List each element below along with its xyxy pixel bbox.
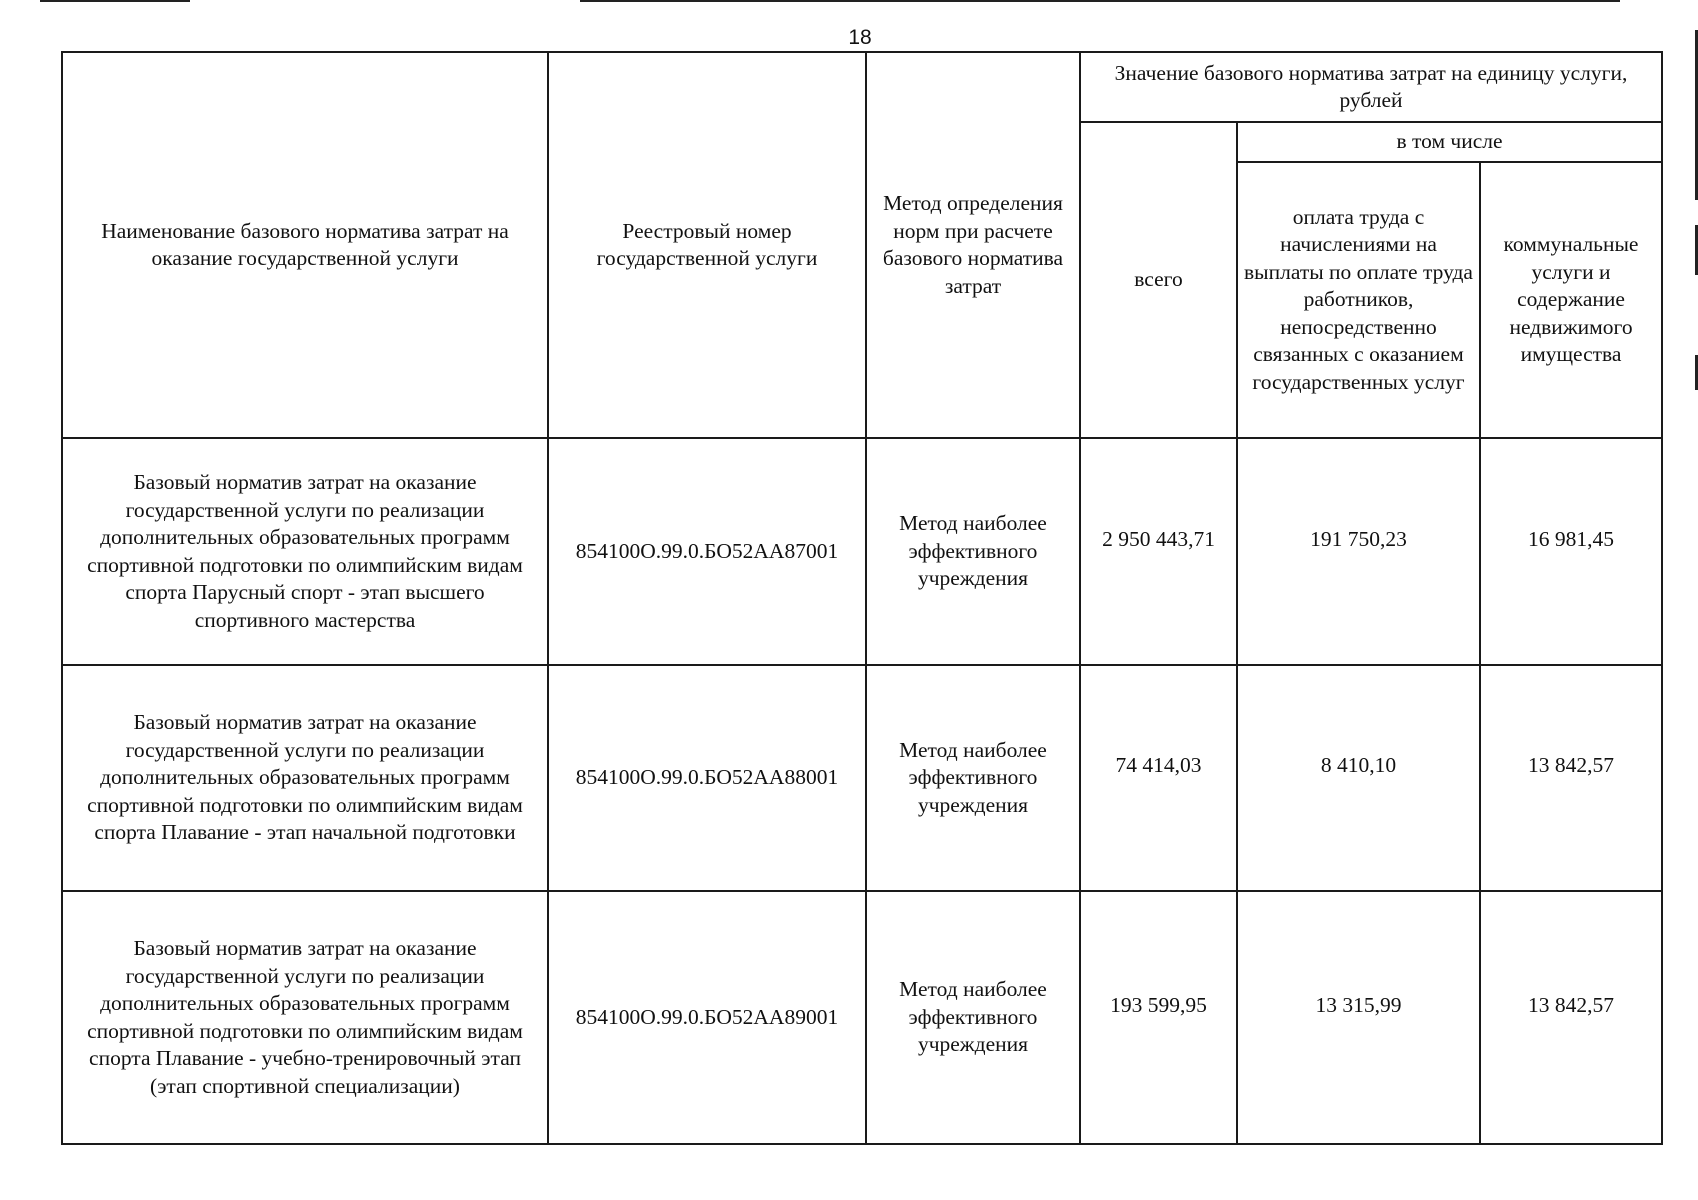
cell-labor: 8 410,10 bbox=[1237, 665, 1480, 891]
header-total: всего bbox=[1080, 122, 1237, 438]
cell-labor: 191 750,23 bbox=[1237, 438, 1480, 665]
cell-total: 74 414,03 bbox=[1080, 665, 1237, 891]
cell-registry: 854100О.99.0.БО52АА89001 bbox=[548, 891, 866, 1144]
header-utilities: коммунальные услуги и содержание недвижимого имущества bbox=[1480, 162, 1662, 438]
cost-norm-table bbox=[61, 51, 1663, 1145]
cell-total: 2 950 443,71 bbox=[1080, 438, 1237, 665]
top-rule-left bbox=[40, 0, 190, 2]
cell-registry: 854100О.99.0.БО52АА88001 bbox=[548, 665, 866, 891]
cell-labor: 13 315,99 bbox=[1237, 891, 1480, 1144]
cell-method: Метод наиболее эффективного учреждения bbox=[866, 665, 1080, 891]
cell-utilities: 13 842,57 bbox=[1480, 665, 1662, 891]
table-row bbox=[62, 891, 1662, 1144]
header-value-group: Значение базового норматива затрат на единицу услуги, рублей bbox=[1080, 52, 1662, 122]
page-number: 18 bbox=[848, 26, 872, 49]
header-registry: Реестровый номер государственной услуги bbox=[548, 52, 866, 438]
header-labor: оплата труда с начислениями на выплаты по оплате труда работников, непосредственно связанных с оказанием государственных услуг bbox=[1237, 162, 1480, 438]
header-row bbox=[62, 52, 1662, 122]
cell-utilities: 13 842,57 bbox=[1480, 891, 1662, 1144]
table-row bbox=[62, 438, 1662, 665]
cell-name: Базовый норматив затрат на оказание государственной услуги по реализации дополнительных образовательных программ спортивной подготовки по олимпийским видам спорта Парусный спорт - этап высшего спортивного мастерства bbox=[62, 438, 548, 665]
header-method: Метод определения норм при расчете базового норматива затрат bbox=[866, 52, 1080, 438]
header-name: Наименование базового норматива затрат на оказание государственной услуги bbox=[62, 52, 548, 438]
cell-utilities: 16 981,45 bbox=[1480, 438, 1662, 665]
cell-name: Базовый норматив затрат на оказание государственной услуги по реализации дополнительных образовательных программ спортивной подготовки по олимпийским видам спорта Плавание - учебно-тренировочный этап (этап спортивной специализации) bbox=[62, 891, 548, 1144]
header-including: в том числе bbox=[1237, 122, 1662, 162]
cell-method: Метод наиболее эффективного учреждения bbox=[866, 438, 1080, 665]
top-rule-right bbox=[580, 0, 1620, 2]
cell-total: 193 599,95 bbox=[1080, 891, 1237, 1144]
cell-name: Базовый норматив затрат на оказание государственной услуги по реализации дополнительных образовательных программ спортивной подготовки по олимпийским видам спорта Плавание - этап начальной подготовки bbox=[62, 665, 548, 891]
cell-method: Метод наиболее эффективного учреждения bbox=[866, 891, 1080, 1144]
table-row bbox=[62, 665, 1662, 891]
cell-registry: 854100О.99.0.БО52АА87001 bbox=[548, 438, 866, 665]
